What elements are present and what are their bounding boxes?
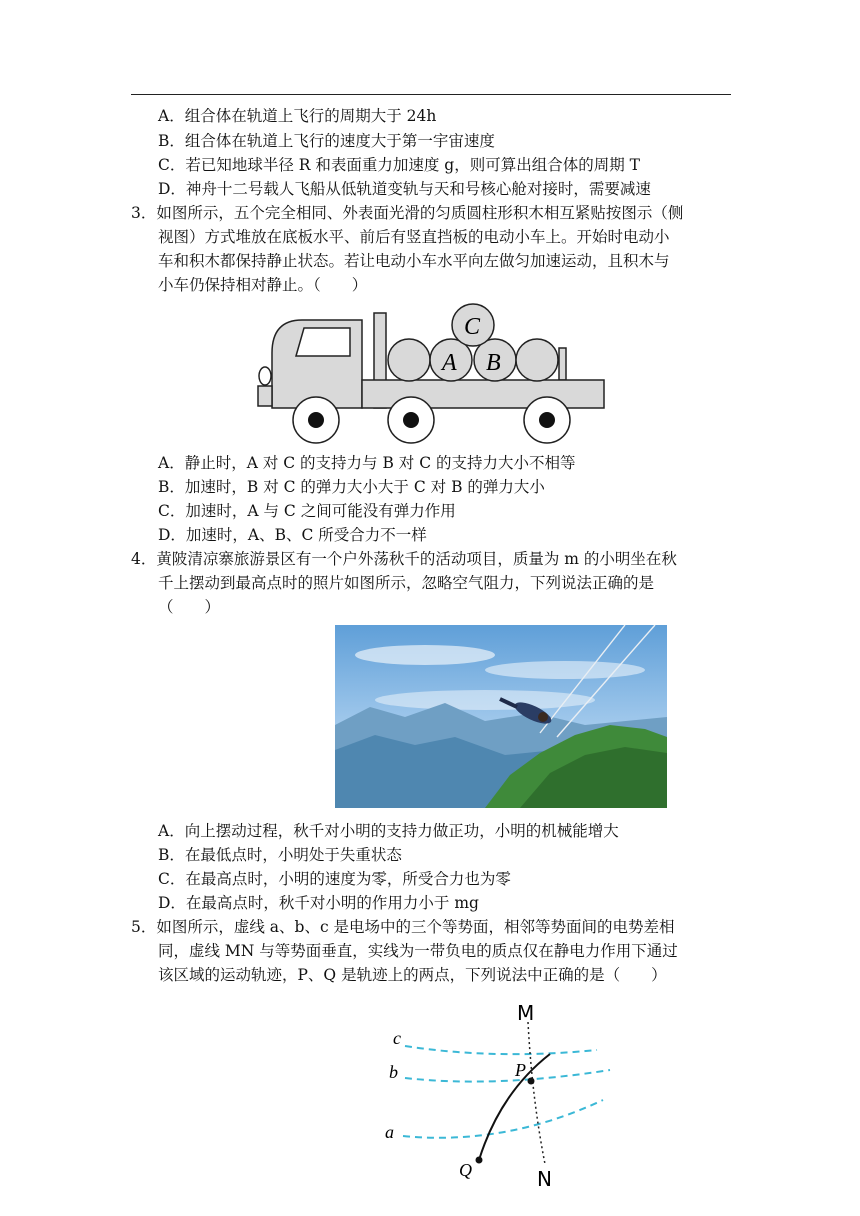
field-figure <box>375 998 615 1190</box>
q4-stem-line: （ ） <box>158 598 221 616</box>
cylinder <box>388 339 430 381</box>
q4-option-b: B．在最低点时，小明处于失重状态 <box>158 846 402 864</box>
label-a-line: a <box>385 1122 394 1142</box>
header-rule <box>131 94 731 95</box>
label-a: A <box>442 350 457 376</box>
q3-option-d: D．加速时，A、B、C 所受合力不一样 <box>158 526 427 544</box>
q3-stem-line: 3．如图所示，五个完全相同、外表面光滑的匀质圆柱形积木相互紧贴按图示（侧 <box>131 204 684 222</box>
label-b: B <box>486 350 501 376</box>
q2-option-b: B．组合体在轨道上飞行的速度大于第一宇宙速度 <box>158 132 495 150</box>
truck-bumper <box>258 386 272 406</box>
q4-stem-line: 4．黄陂清凉寨旅游景区有一个户外荡秋千的活动项目，质量为 m 的小明坐在秋 <box>131 550 677 568</box>
cylinder <box>516 339 558 381</box>
q3-stem-line: 小车仍保持相对静止。（ ） <box>158 276 368 294</box>
truck-figure <box>250 298 610 446</box>
label-p: P <box>515 1060 526 1080</box>
q4-option-a: A．向上摆动过程，秋千对小明的支持力做正功，小明的机械能增大 <box>158 822 619 840</box>
q2-option-c: C．若已知地球半径 R 和表面重力加速度 g，则可算出组合体的周期 T <box>158 156 641 174</box>
rear-board <box>559 348 566 380</box>
label-m: M <box>517 1001 535 1025</box>
q5-stem-line: 该区域的运动轨迹，P、Q 是轨迹上的两点，下列说法中正确的是（ ） <box>158 966 667 984</box>
mn-line <box>528 1022 545 1164</box>
q4-stem-line: 千上摆动到最高点时的照片如图所示，忽略空气阻力，下列说法正确的是 <box>158 574 655 592</box>
label-b-line: b <box>389 1062 398 1082</box>
truck-window <box>296 328 350 356</box>
q4-option-d: D．在最高点时，秋千对小明的作用力小于 mg <box>158 894 479 912</box>
label-c-line: c <box>393 1028 401 1048</box>
q3-option-c: C．加速时，A 与 C 之间可能没有弹力作用 <box>158 502 456 520</box>
q3-option-b: B．加速时，B 对 C 的弹力大小大于 C 对 B 的弹力大小 <box>158 478 545 496</box>
point-p <box>528 1078 535 1085</box>
q3-stem-line: 视图）方式堆放在底板水平、前后有竖直挡板的电动小车上。开始时电动小 <box>158 228 670 246</box>
label-q: Q <box>459 1160 472 1180</box>
equipotential-b <box>405 1070 610 1082</box>
q5-stem-line: 同，虚线 MN 与等势面垂直，实线为一带负电的质点仅在静电力作用下通过 <box>158 942 678 960</box>
q3-stem-line: 车和积木都保持静止状态。若让电动小车水平向左做匀加速运动，且积木与 <box>158 252 670 270</box>
q4-option-c: C．在最高点时，小明的速度为零，所受合力也为零 <box>158 870 511 888</box>
point-q <box>476 1157 483 1164</box>
label-c: C <box>464 314 481 340</box>
q2-option-a: A．组合体在轨道上飞行的周期大于 24h <box>158 107 437 125</box>
label-n: N <box>537 1167 552 1190</box>
q3-option-a: A．静止时，A 对 C 的支持力与 B 对 C 的支持力大小不相等 <box>158 454 576 472</box>
q2-option-d: D．神舟十二号载人飞船从低轨道变轨与天和号核心舱对接时，需要减速 <box>158 180 651 198</box>
truck-headlight <box>259 367 271 385</box>
equipotential-c <box>405 1046 597 1054</box>
swing-photo <box>335 625 667 808</box>
q5-stem-line: 5．如图所示，虚线 a、b、c 是电场中的三个等势面，相邻等势面间的电势差相 <box>131 918 675 936</box>
